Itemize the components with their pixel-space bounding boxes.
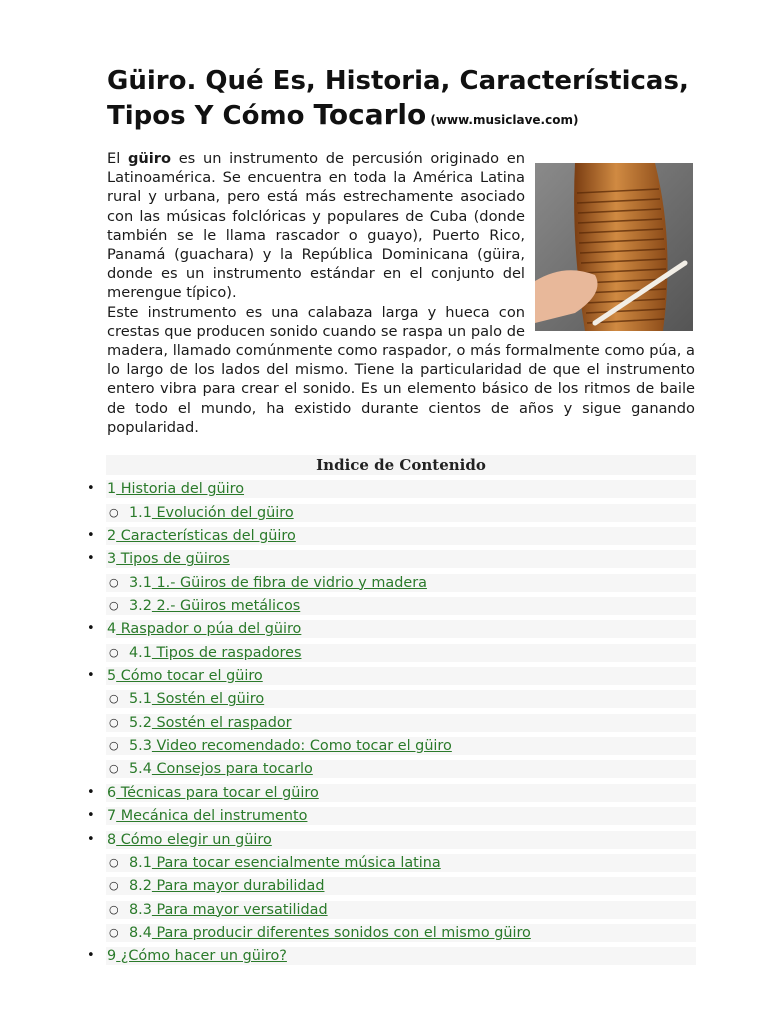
toc-number: 3.2 [129, 598, 152, 615]
toc-item[interactable] [87, 807, 696, 825]
toc-label[interactable]: Sostén el güiro [151, 691, 265, 708]
toc-number: 4.1 [129, 644, 152, 661]
toc-number: 5.2 [129, 714, 152, 731]
title-word: Güiro. [107, 66, 197, 96]
toc-link[interactable] [107, 480, 244, 498]
toc-link[interactable] [129, 737, 452, 755]
intro-text [107, 149, 695, 437]
toc-item[interactable] [106, 854, 696, 872]
toc-link[interactable] [129, 504, 294, 522]
circle-bullet-icon: ○ [109, 879, 119, 893]
toc-link[interactable] [107, 527, 296, 545]
guiro-illustration [535, 163, 693, 331]
toc-item[interactable] [106, 714, 696, 732]
disc-bullet-icon: • [87, 948, 95, 964]
toc-label[interactable]: Para tocar esencialmente música latina [151, 854, 441, 871]
toc-label[interactable]: Raspador o púa del güiro [116, 621, 302, 638]
toc-label[interactable]: Técnicas para tocar el güiro [116, 784, 319, 801]
toc-link[interactable] [107, 620, 301, 638]
toc-link[interactable] [129, 690, 264, 708]
toc-item[interactable] [106, 574, 696, 592]
toc-number: 3.1 [129, 574, 152, 591]
disc-bullet-icon: • [87, 831, 95, 847]
title-rest-3: Tocarlo [313, 98, 427, 131]
toc-link[interactable] [129, 597, 300, 615]
toc-number: 8.1 [129, 854, 152, 871]
toc-item[interactable] [87, 527, 696, 545]
toc-number: 9 [107, 948, 117, 965]
toc-item[interactable] [87, 947, 696, 965]
toc-number: 8.2 [129, 878, 152, 895]
circle-bullet-icon: ○ [109, 575, 119, 589]
toc-link[interactable] [107, 667, 263, 685]
guiro-photo [535, 163, 693, 331]
toc-number: 4 [107, 621, 117, 638]
toc-label[interactable]: Tipos de raspadores [151, 644, 302, 661]
toc-number: 1.1 [129, 504, 152, 521]
toc-link[interactable] [107, 807, 307, 825]
circle-bullet-icon: ○ [109, 739, 119, 753]
toc-link[interactable] [129, 644, 301, 662]
toc-item[interactable] [106, 504, 696, 522]
circle-bullet-icon: ○ [109, 902, 119, 916]
page-title [107, 64, 695, 137]
toc-label[interactable]: Historia del güiro [116, 481, 245, 498]
toc-label[interactable]: Cómo elegir un güiro [116, 831, 272, 848]
toc-item[interactable] [106, 737, 696, 755]
toc-label[interactable]: Para producir diferentes sonidos con el mismo güiro [151, 924, 531, 941]
toc-number: 3 [107, 551, 117, 568]
article [107, 64, 695, 437]
toc-link[interactable] [129, 854, 441, 872]
circle-bullet-icon: ○ [109, 599, 119, 613]
toc-item[interactable] [106, 760, 696, 778]
circle-bullet-icon: ○ [109, 505, 119, 519]
disc-bullet-icon: • [87, 784, 95, 800]
disc-bullet-icon: • [87, 621, 95, 637]
disc-bullet-icon: • [87, 808, 95, 824]
circle-bullet-icon: ○ [109, 692, 119, 706]
circle-bullet-icon: ○ [109, 925, 119, 939]
disc-bullet-icon: • [87, 528, 95, 544]
toc-link[interactable] [129, 924, 531, 942]
toc-link[interactable] [107, 550, 230, 568]
toc-number: 5.1 [129, 691, 152, 708]
toc-item[interactable] [87, 667, 696, 685]
intro-bold-word: güiro [127, 150, 172, 167]
toc-label[interactable]: Cómo tocar el güiro [116, 668, 263, 685]
toc-label[interactable]: Evolución del güiro [151, 504, 294, 521]
toc-number: 6 [107, 784, 117, 801]
disc-bullet-icon: • [87, 551, 95, 567]
intro-p1-text: es un instrumento de percusión originado en Latinoamérica. Se encuentra en toda la América Latina rural y urbana, pero está más estrechamente asociado con las músicas folclóricas y populares de Cuba (donde también se le llama rascador o guayo), Puerto Rico, Panamá (guachara) y la República Dominicana (güira, donde es un instrumento estándar en el conjunto del merengue típico). [107, 150, 525, 302]
toc-item[interactable] [87, 831, 696, 849]
toc-label[interactable]: 2.- Güiros metálicos [151, 598, 301, 615]
intro-paragraph-2: Este instrumento es una calabaza larga y hueca con crestas que producen sonido cuando se raspa un palo de madera, llamado comúnmente como raspador, o más formalmente como púa, a lo largo de los lados del mismo. Tiene la particularidad de que el instrumento entero vibra para crear el sonido. Es un elemento básico de los ritmos de baile de todo el mundo, ha existido durante cientos de años y sigue ganando popularidad. [107, 303, 695, 436]
toc-number: 8 [107, 831, 117, 848]
circle-bullet-icon: ○ [109, 645, 119, 659]
toc-item[interactable] [106, 877, 696, 895]
toc-item[interactable] [87, 620, 696, 638]
toc-item[interactable] [106, 901, 696, 919]
toc-label[interactable]: Mecánica del instrumento [116, 808, 308, 825]
toc-item[interactable] [106, 690, 696, 708]
toc-label[interactable]: Consejos para tocarlo [151, 761, 313, 778]
circle-bullet-icon: ○ [109, 855, 119, 869]
table-of-contents [87, 455, 696, 965]
toc-number: 7 [107, 808, 117, 825]
toc-link[interactable] [129, 714, 292, 732]
title-site: (www.musiclave.com) [426, 113, 579, 127]
toc-number: 1 [107, 481, 117, 498]
toc-title: Indice de Contenido [106, 455, 696, 475]
toc-label[interactable]: 1.- Güiros de fibra de vidrio y madera [151, 574, 427, 591]
toc-label[interactable]: Para mayor versatilidad [151, 901, 328, 918]
title-rest-1: Qué Es, Historia, Características, [196, 66, 689, 96]
circle-bullet-icon: ○ [109, 762, 119, 776]
toc-link[interactable] [107, 831, 272, 849]
toc-link[interactable] [129, 760, 313, 778]
toc-item[interactable] [87, 784, 696, 802]
toc-item[interactable] [87, 550, 696, 568]
toc-label[interactable]: ¿Cómo hacer un güiro? [116, 948, 287, 965]
toc-number: 2 [107, 528, 117, 545]
toc-label[interactable]: Para mayor durabilidad [151, 878, 325, 895]
toc-label[interactable]: Características del güiro [116, 528, 296, 545]
toc-label[interactable]: Tipos de güiros [116, 551, 230, 568]
toc-label[interactable]: Sostén el raspador [151, 714, 292, 731]
toc-number: 5 [107, 668, 117, 685]
toc-label[interactable]: Video recomendado: Como tocar el güiro [151, 738, 452, 755]
toc-link[interactable] [129, 574, 427, 592]
toc-item[interactable] [106, 644, 696, 662]
toc-number: 5.4 [129, 761, 152, 778]
toc-item[interactable] [87, 480, 696, 498]
toc-number: 5.3 [129, 738, 152, 755]
toc-link[interactable] [107, 947, 287, 965]
toc-number: 8.4 [129, 924, 152, 941]
title-rest-2: Tipos Y Cómo [107, 101, 314, 131]
circle-bullet-icon: ○ [109, 715, 119, 729]
toc-link[interactable] [107, 784, 319, 802]
disc-bullet-icon: • [87, 481, 95, 497]
toc-link[interactable] [129, 901, 328, 919]
toc-list [87, 480, 696, 965]
toc-number: 8.3 [129, 901, 152, 918]
toc-link[interactable] [129, 877, 324, 895]
toc-item[interactable] [106, 597, 696, 615]
intro-lead: El [107, 150, 128, 167]
disc-bullet-icon: • [87, 668, 95, 684]
toc-item[interactable] [106, 924, 696, 942]
